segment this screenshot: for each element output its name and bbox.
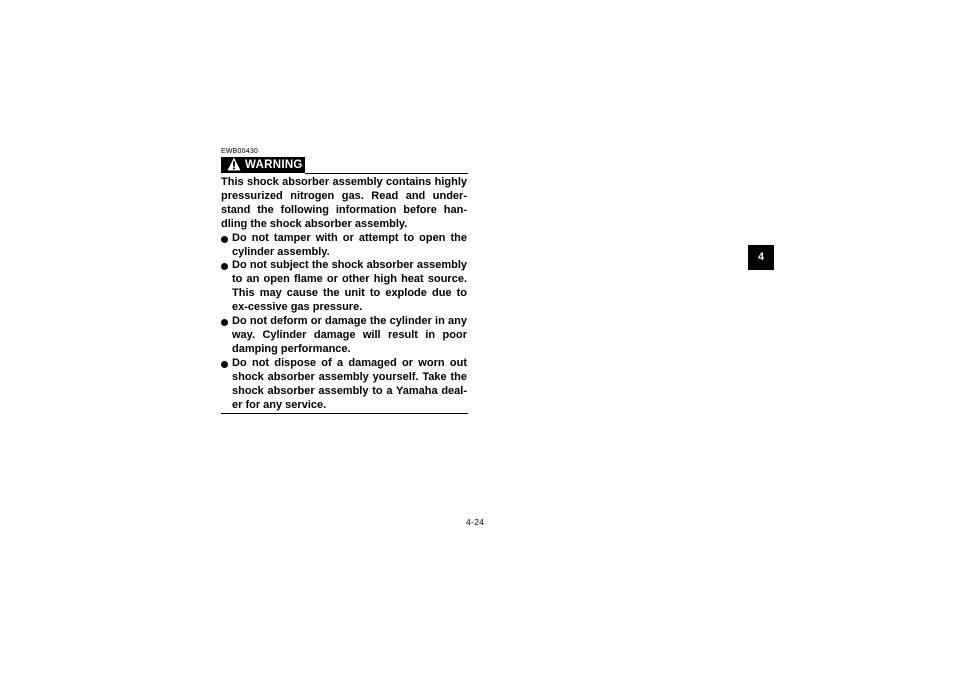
warning-header bbox=[221, 156, 468, 174]
warning-intro: This shock absorber assembly contains highly pressurized nitrogen gas. Read and under-stand the following information before han-dling the shock absorber assembly. bbox=[221, 176, 467, 230]
chapter-tab: 4 bbox=[748, 245, 774, 270]
list-item bbox=[221, 315, 467, 357]
warning-label: WARNING bbox=[245, 159, 303, 171]
bullet-text: Do not tamper with or attempt to open the cylinder assembly. bbox=[232, 231, 467, 258]
list-item bbox=[221, 232, 467, 260]
warning-badge bbox=[221, 157, 305, 173]
bullet-dot-icon bbox=[221, 236, 228, 243]
warning-code: EWB00430 bbox=[221, 148, 259, 155]
page-number: 4-24 bbox=[466, 517, 485, 527]
list-item bbox=[221, 259, 467, 315]
warning-body bbox=[221, 176, 467, 412]
bullet-dot-icon bbox=[221, 263, 228, 270]
bullet-text: Do not deform or damage the cylinder in any way. Cylinder damage will result in poor damping performance. bbox=[232, 315, 467, 355]
list-item bbox=[221, 357, 467, 413]
warning-bottom-rule bbox=[221, 413, 468, 414]
warning-triangle-icon bbox=[227, 157, 241, 171]
bullet-text: Do not dispose of a damaged or worn out shock absorber assembly yourself. Take the shock absorber assembly to a Yamaha deal-er for any service. bbox=[232, 356, 467, 411]
bullet-text: Do not subject the shock absorber assembly to an open flame or other high heat source. This may cause the unit to explode due to ex-cessive gas pressure. bbox=[232, 259, 467, 314]
bullet-dot-icon bbox=[221, 319, 228, 326]
warning-top-rule bbox=[305, 173, 468, 174]
bullet-dot-icon bbox=[221, 361, 228, 368]
warning-bullet-list bbox=[221, 232, 467, 413]
